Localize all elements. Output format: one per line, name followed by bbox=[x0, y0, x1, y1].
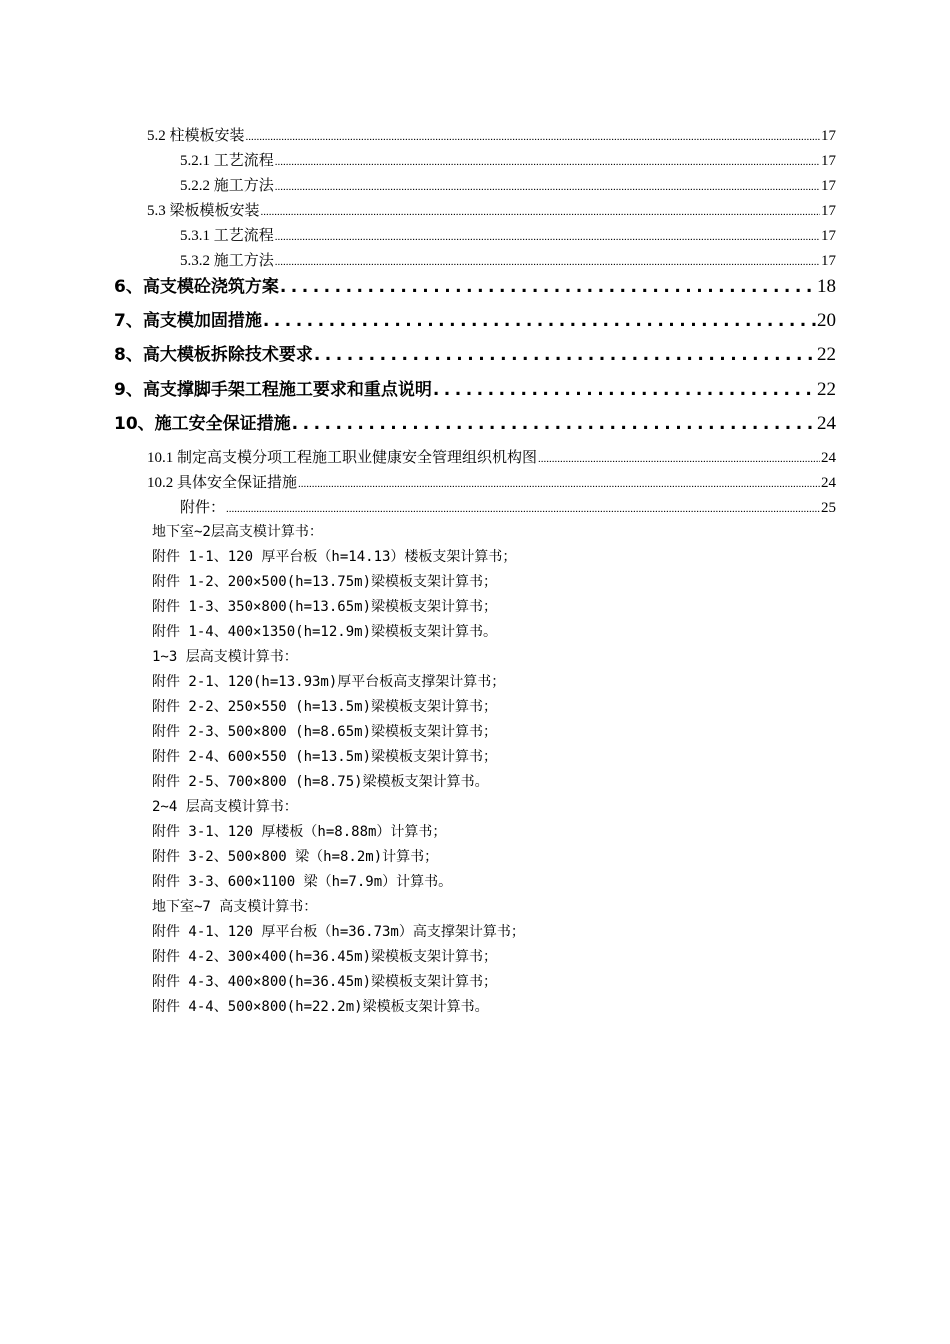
toc-page-number: 17 bbox=[821, 203, 836, 219]
toc-dot-leader bbox=[433, 373, 816, 407]
toc-entry-8[interactable] bbox=[114, 338, 836, 372]
appendix-item: 附件 4-1、120 厚平台板（h=36.73m）高支撑架计算书； bbox=[152, 924, 525, 940]
toc-page-number: 25 bbox=[821, 500, 836, 516]
toc-entry-title: 5.2.1 工艺流程 bbox=[180, 153, 274, 169]
toc-entry-annex[interactable] bbox=[180, 496, 836, 521]
toc-page-number: 17 bbox=[821, 228, 836, 244]
toc-dot-leader bbox=[538, 446, 820, 472]
toc-page-number: 17 bbox=[821, 253, 836, 269]
appendix-item: 附件 4-4、500×800(h=22.2m)梁模板支架计算书。 bbox=[152, 999, 489, 1015]
appendix-item: 附件 3-1、120 厚楼板（h=8.88m）计算书； bbox=[152, 824, 447, 840]
appendix-group-heading: 地下室~7 高支模计算书： bbox=[152, 899, 318, 915]
toc-page-number: 22 bbox=[817, 344, 836, 365]
toc-entry-title: 5.3.1 工艺流程 bbox=[180, 228, 274, 244]
toc-entry-5-3-1[interactable] bbox=[180, 224, 836, 249]
toc-dot-leader bbox=[298, 471, 820, 497]
appendix-group-heading: 1~3 层高支模计算书： bbox=[152, 649, 298, 665]
toc-entry-10-1[interactable] bbox=[147, 446, 836, 471]
appendix-item: 附件 3-2、500×800 梁（h=8.2m)计算书； bbox=[152, 849, 439, 865]
toc-entry-title: 5.3 梁板模板安装 bbox=[147, 203, 260, 219]
toc-dot-leader bbox=[226, 496, 820, 522]
appendix-item: 附件 3-3、600×1100 梁（h=7.9m）计算书。 bbox=[152, 874, 453, 890]
appendix-list bbox=[152, 520, 852, 1020]
toc-entry-title: 10.2 具体安全保证措施 bbox=[147, 475, 298, 491]
toc-page-number: 17 bbox=[821, 128, 836, 144]
toc-page-number: 17 bbox=[821, 153, 836, 169]
toc-page-number: 24 bbox=[821, 475, 836, 491]
toc-page-number: 22 bbox=[817, 379, 836, 400]
toc-entry-title: 7、高支模加固措施 bbox=[114, 311, 262, 331]
toc-page-number: 24 bbox=[821, 450, 836, 466]
appendix-item: 附件 2-4、600×550 (h=13.5m)梁模板支架计算书； bbox=[152, 749, 498, 765]
appendix-item: 附件 4-2、300×400(h=36.45m)梁模板支架计算书； bbox=[152, 949, 498, 965]
toc-entry-6[interactable] bbox=[114, 270, 836, 304]
appendix-item: 附件 2-3、500×800 (h=8.65m)梁模板支架计算书； bbox=[152, 724, 498, 740]
toc-dot-leader bbox=[280, 270, 816, 304]
toc-entry-title: 8、高大模板拆除技术要求 bbox=[114, 345, 313, 365]
toc-entry-7[interactable] bbox=[114, 304, 836, 338]
appendix-group-heading: 地下室~2层高支模计算书： bbox=[152, 524, 323, 540]
toc-page-number: 17 bbox=[821, 178, 836, 194]
appendix-group-heading: 2~4 层高支模计算书： bbox=[152, 799, 298, 815]
toc-dot-leader bbox=[292, 407, 816, 441]
toc-dot-leader bbox=[261, 199, 820, 225]
appendix-item: 附件 2-5、700×800 (h=8.75)梁模板支架计算书。 bbox=[152, 774, 489, 790]
toc-dot-leader bbox=[246, 124, 820, 150]
appendix-item: 附件 4-3、400×800(h=36.45m)梁模板支架计算书； bbox=[152, 974, 498, 990]
toc-entry-title: 10、施工安全保证措施 bbox=[114, 414, 291, 434]
toc-entry-title: 9、高支撑脚手架工程施工要求和重点说明 bbox=[114, 380, 432, 400]
toc-dot-leader bbox=[275, 224, 820, 250]
toc-entry-5-2-1[interactable] bbox=[180, 149, 836, 174]
toc-entry-5-2[interactable] bbox=[147, 124, 836, 149]
toc-entry-title: 5.2.2 施工方法 bbox=[180, 178, 274, 194]
appendix-item: 附件 1-3、350×800(h=13.65m)梁模板支架计算书； bbox=[152, 599, 498, 615]
toc-entry-title: 5.2 柱模板安装 bbox=[147, 128, 245, 144]
toc-entry-9[interactable] bbox=[114, 373, 836, 407]
toc-dot-leader bbox=[263, 304, 816, 338]
toc-dot-leader bbox=[275, 174, 820, 200]
toc-page-number: 24 bbox=[817, 413, 836, 434]
toc-entry-title: 6、高支模砼浇筑方案 bbox=[114, 277, 279, 297]
toc-entry-10[interactable] bbox=[114, 407, 836, 441]
toc-entry-5-2-2[interactable] bbox=[180, 174, 836, 199]
toc-dot-leader bbox=[275, 149, 820, 175]
toc-entry-10-2[interactable] bbox=[147, 471, 836, 496]
appendix-item: 附件 2-2、250×550 (h=13.5m)梁模板支架计算书； bbox=[152, 699, 498, 715]
toc-entry-title: 附件： bbox=[180, 500, 226, 516]
toc-entry-title: 10.1 制定高支模分项工程施工职业健康安全管理组织机构图 bbox=[147, 450, 538, 466]
toc-dot-leader bbox=[314, 338, 816, 372]
appendix-item: 附件 2-1、120(h=13.93m)厚平台板高支撑架计算书； bbox=[152, 674, 506, 690]
appendix-item: 附件 1-1、120 厚平台板（h=14.13）楼板支架计算书； bbox=[152, 549, 517, 565]
appendix-item: 附件 1-4、400×1350(h=12.9m)梁模板支架计算书。 bbox=[152, 624, 498, 640]
toc-page-number: 20 bbox=[817, 310, 836, 331]
appendix-item: 附件 1-2、200×500(h=13.75m)梁模板支架计算书； bbox=[152, 574, 498, 590]
toc-page-number: 18 bbox=[817, 276, 836, 297]
toc-entry-title: 5.3.2 施工方法 bbox=[180, 253, 274, 269]
toc-entry-5-3[interactable] bbox=[147, 199, 836, 224]
